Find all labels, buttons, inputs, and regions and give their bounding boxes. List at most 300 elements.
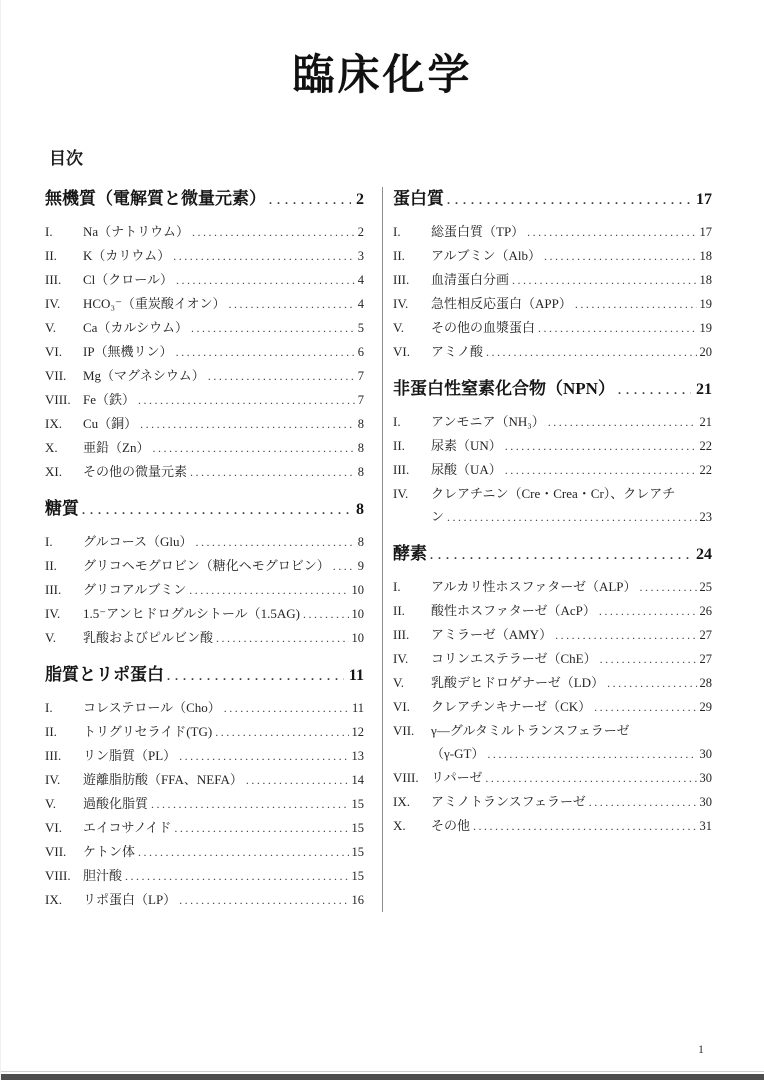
toc-item-list	[393, 575, 712, 838]
toc-item-line	[83, 554, 364, 578]
toc-item	[45, 696, 364, 720]
toc-item-body	[83, 244, 364, 268]
toc-item	[393, 623, 712, 647]
toc-item-page: 21	[699, 415, 712, 429]
toc-item-body	[83, 292, 364, 316]
toc-item-label: 総蛋白質（TP）	[431, 224, 525, 239]
toc-item-line	[83, 744, 364, 768]
toc-item-number: IV.	[45, 772, 61, 787]
toc-item-label: Cu（銅）	[83, 416, 138, 431]
toc-item-line	[431, 790, 712, 814]
toc-item-page: 28	[699, 676, 712, 690]
toc-section	[45, 663, 364, 912]
toc-item-label: IP（無機リン）	[83, 344, 173, 359]
leader-dots	[599, 599, 697, 623]
leader-dots	[167, 663, 344, 688]
toc-item-label: Cl（クロール）	[83, 272, 174, 287]
leader-dots	[512, 268, 696, 292]
toc-item-label: 尿素（UN）	[431, 438, 502, 453]
leader-dots	[189, 578, 348, 602]
toc-item-body	[431, 671, 712, 695]
toc-item-page: 3	[357, 249, 364, 263]
toc-item	[45, 388, 364, 412]
toc-item-line	[431, 434, 712, 458]
toc-item-line	[431, 766, 712, 790]
toc-item-line	[83, 436, 364, 460]
toc-section-title: 脂質とリポ蛋白	[45, 665, 164, 684]
toc-item-label: トリグリセライド(TG)	[83, 724, 213, 739]
toc-item-page: 30	[699, 795, 712, 809]
toc-item	[45, 460, 364, 484]
leader-dots	[640, 575, 697, 599]
toc-section-page: 8	[356, 501, 364, 518]
toc-item	[393, 434, 712, 458]
toc-item	[45, 720, 364, 744]
leader-dots	[224, 696, 349, 720]
toc-item-page: 12	[351, 725, 364, 739]
leader-dots	[555, 623, 696, 647]
toc-item-number: III.	[393, 272, 410, 287]
toc-item	[45, 602, 364, 626]
toc-item-page: 27	[699, 652, 712, 666]
leader-dots	[179, 888, 348, 912]
toc-item-body	[431, 695, 712, 719]
toc-item-number: IV.	[393, 296, 409, 311]
toc-item	[45, 340, 364, 364]
toc-item-line	[83, 888, 364, 912]
toc-item-page: 22	[699, 439, 712, 453]
toc-item-page: 15	[351, 821, 364, 835]
toc-item-line	[83, 412, 364, 436]
toc-item-label: 亜鉛（Zn）	[83, 440, 150, 455]
toc-item-label: グルコース（Glu）	[83, 534, 193, 549]
scan-edge-strip	[1, 1074, 764, 1080]
toc-item-body	[83, 388, 364, 412]
toc-section-heading	[393, 542, 712, 567]
leader-dots	[333, 554, 355, 578]
toc-item-body	[431, 790, 712, 814]
toc-item-label: コリンエステラーゼ（ChE）	[431, 651, 597, 666]
toc-item-line	[431, 623, 712, 647]
toc-item-body	[431, 814, 712, 838]
toc-item-label: Ca（カルシウム）	[83, 320, 188, 335]
toc-item-label: 乳酸およびピルビン酸	[83, 630, 214, 645]
toc-item-body	[83, 696, 364, 720]
toc-item-label: クレアチンキナーゼ（CK）	[431, 699, 592, 714]
toc-item-label: HCO₃⁻（重炭酸イオン）	[83, 296, 226, 311]
toc-item-line	[83, 268, 364, 292]
toc-item	[393, 268, 712, 292]
toc-item-body	[83, 364, 364, 388]
leader-dots	[538, 316, 696, 340]
toc-item-label: 尿酸（UA）	[431, 462, 502, 477]
toc-item-line	[431, 410, 712, 434]
toc-item-label: Na（ナトリウム）	[83, 224, 190, 239]
leader-dots	[505, 458, 697, 482]
leader-dots	[447, 187, 691, 212]
toc-item	[393, 292, 712, 316]
toc-item-number: VI.	[393, 699, 410, 714]
toc-item	[393, 766, 712, 790]
toc-item	[45, 888, 364, 912]
toc-item-body	[83, 602, 364, 626]
toc-item	[45, 364, 364, 388]
toc-item-body	[83, 412, 364, 436]
toc-item	[45, 816, 364, 840]
toc-item-page: 22	[699, 463, 712, 477]
toc-item-number: II.	[45, 248, 57, 263]
toc-item-page: 25	[699, 580, 712, 594]
toc-item-number: V.	[45, 796, 56, 811]
toc-item-label: 過酸化脂質	[83, 796, 149, 811]
toc-item	[393, 695, 712, 719]
leader-dots	[215, 720, 348, 744]
toc-item	[45, 220, 364, 244]
page-number: 1	[698, 1042, 704, 1056]
toc-item-page: 19	[699, 297, 712, 311]
toc-item-number: III.	[45, 272, 62, 287]
toc-item-line	[83, 864, 364, 888]
toc-item	[393, 220, 712, 244]
leader-dots	[216, 626, 348, 650]
toc-item-page: 10	[351, 607, 364, 621]
toc-item-line	[83, 602, 364, 626]
toc-item-number: I.	[393, 414, 401, 429]
toc-item-number: XI.	[45, 464, 62, 479]
toc-item-number: X.	[45, 440, 58, 455]
toc-item-body	[431, 623, 712, 647]
leader-dots	[303, 602, 349, 626]
toc-item-line	[83, 220, 364, 244]
leader-dots	[575, 292, 697, 316]
toc-item-page: 30	[699, 747, 712, 761]
toc-section-heading	[45, 187, 364, 212]
toc-item-page: 11	[351, 701, 364, 715]
toc-item-label: γ―グルタミルトランスフェラーゼ	[431, 723, 630, 738]
toc-item	[393, 410, 712, 434]
toc-item-line	[431, 316, 712, 340]
toc-item-number: II.	[393, 248, 405, 263]
toc-section	[45, 187, 364, 484]
toc-item-body	[83, 816, 364, 840]
toc-item	[45, 554, 364, 578]
toc-item-label: ン	[431, 509, 445, 524]
toc-item-body	[83, 460, 364, 484]
toc-item-line	[83, 244, 364, 268]
leader-dots	[473, 814, 696, 838]
toc-item-number: VIII.	[45, 392, 71, 407]
toc-item-page: 26	[699, 604, 712, 618]
leader-dots	[176, 340, 355, 364]
toc-item-list	[45, 220, 364, 484]
toc-item	[393, 458, 712, 482]
toc-item-body	[83, 554, 364, 578]
toc-item-page: 13	[351, 749, 364, 763]
leader-dots	[607, 671, 696, 695]
toc-item-line	[431, 244, 712, 268]
toc-item-page: 7	[357, 393, 364, 407]
toc-item-line	[83, 840, 364, 864]
toc-item-label: リポ蛋白（LP）	[83, 892, 177, 907]
toc-item-body	[431, 482, 712, 529]
toc-item-line	[431, 599, 712, 623]
toc-item-label: 血清蛋白分画	[431, 272, 510, 287]
toc-item-number: V.	[45, 630, 56, 645]
toc-item-page: 4	[357, 273, 364, 287]
toc-item-line	[83, 316, 364, 340]
toc-item-page: 31	[699, 819, 712, 833]
toc-item-label: エイコサノイド	[83, 820, 172, 835]
scan-edge-line	[1, 1071, 764, 1072]
toc-item-body	[431, 647, 712, 671]
toc-item-body	[431, 316, 712, 340]
toc-item-page: 30	[699, 771, 712, 785]
toc-item	[393, 575, 712, 599]
toc-item-label: ケトン体	[83, 844, 136, 859]
toc-item-body	[83, 792, 364, 816]
toc-item-line	[431, 340, 712, 364]
toc-section	[393, 542, 712, 838]
toc-item-label: 1.5⁻アンヒドログルシトール（1.5AG)	[83, 606, 300, 621]
toc-item-number: V.	[45, 320, 56, 335]
toc-item	[393, 482, 712, 529]
leader-dots	[151, 792, 348, 816]
toc-item-number: VII.	[45, 368, 67, 383]
toc-item-number: VII.	[45, 844, 67, 859]
toc-item-line	[431, 292, 712, 316]
toc-item-number: I.	[393, 224, 401, 239]
toc-item-list	[45, 696, 364, 912]
toc-item-label: 胆汁酸	[83, 868, 123, 883]
leader-dots	[190, 460, 355, 484]
toc-section-page: 2	[356, 191, 364, 208]
toc-section-heading	[45, 497, 364, 522]
toc-item	[45, 292, 364, 316]
toc-item-page: 18	[699, 273, 712, 287]
toc-item-number: IV.	[45, 296, 61, 311]
leader-dots	[228, 292, 354, 316]
toc-item-line	[83, 816, 364, 840]
toc-item-body	[83, 840, 364, 864]
toc-item-number: VII.	[393, 723, 415, 738]
toc-section-title: 酵素	[393, 544, 427, 563]
toc-item-label: アミノトランスフェラーゼ	[431, 794, 586, 809]
toc-item-page: 23	[699, 510, 712, 524]
toc-section-page: 11	[348, 667, 364, 684]
toc-item-body	[431, 340, 712, 364]
leader-dots	[486, 340, 696, 364]
toc-section-title: 無機質（電解質と微量元素）	[45, 189, 266, 208]
toc-section	[393, 187, 712, 364]
toc-item-body	[431, 575, 712, 599]
toc-item-body	[83, 220, 364, 244]
toc-item-line	[83, 340, 364, 364]
toc-section-heading	[393, 377, 712, 402]
leader-dots	[485, 766, 696, 790]
toc-item	[393, 316, 712, 340]
leader-dots	[487, 742, 696, 766]
toc-item-page: 16	[351, 893, 364, 907]
toc-item-page: 15	[351, 797, 364, 811]
leader-dots	[589, 790, 697, 814]
leader-dots	[174, 816, 348, 840]
toc-item-page: 6	[357, 345, 364, 359]
toc-item-list	[393, 410, 712, 529]
toc-item-number: I.	[45, 534, 53, 549]
toc-item-label: グリコアルブミン	[83, 582, 187, 597]
toc-item-label: Mg（マグネシウム）	[83, 368, 205, 383]
toc-item-body	[431, 434, 712, 458]
toc-item-body	[431, 599, 712, 623]
toc-item-body	[83, 268, 364, 292]
toc-item-label: リン脂質（PL）	[83, 748, 177, 763]
leader-dots	[82, 497, 351, 522]
toc-item-number: III.	[45, 748, 62, 763]
toc-item-number: I.	[45, 700, 53, 715]
toc-item-body	[431, 766, 712, 790]
toc-item-page: 10	[351, 631, 364, 645]
toc-item-body	[431, 268, 712, 292]
toc-item-page: 18	[699, 249, 712, 263]
toc-item-body	[83, 720, 364, 744]
toc-item-number: VI.	[45, 344, 62, 359]
toc-item-page: 9	[357, 559, 364, 573]
toc-item-number: I.	[393, 579, 401, 594]
document-title: 臨床化学	[292, 53, 473, 99]
toc-item-line	[431, 575, 712, 599]
leader-dots	[246, 768, 349, 792]
toc-item	[45, 792, 364, 816]
toc-item-number: IV.	[393, 486, 409, 501]
leader-dots	[191, 316, 355, 340]
toc-item-line	[83, 696, 364, 720]
toc-item	[45, 436, 364, 460]
toc-item-number: V.	[393, 320, 404, 335]
leader-dots	[176, 268, 355, 292]
toc-item-body	[431, 410, 712, 434]
toc-item-line	[431, 719, 712, 742]
toc-item	[45, 316, 364, 340]
leader-dots	[125, 864, 348, 888]
toc-section-heading	[45, 663, 364, 688]
toc-item-page: 5	[357, 321, 364, 335]
toc-item-body	[431, 719, 712, 766]
toc-item-page: 19	[699, 321, 712, 335]
toc-item-line	[83, 626, 364, 650]
toc-item-page: 8	[357, 465, 364, 479]
toc-item-label: リパーゼ	[431, 770, 483, 785]
toc-item-number: II.	[45, 724, 57, 739]
toc-item-body	[431, 458, 712, 482]
toc-item-number: V.	[393, 675, 404, 690]
toc-item-label: Fe（鉄）	[83, 392, 136, 407]
leader-dots	[138, 840, 348, 864]
toc-item-label: アルブミン（Alb）	[431, 248, 541, 263]
toc-item	[45, 840, 364, 864]
toc-item	[393, 647, 712, 671]
toc-item-number: VI.	[393, 344, 410, 359]
toc-item	[393, 340, 712, 364]
toc-item-number: II.	[393, 438, 405, 453]
toc-item-body	[83, 578, 364, 602]
leader-dots	[618, 377, 691, 402]
toc-item-body	[431, 292, 712, 316]
toc-item-line	[83, 292, 364, 316]
toc-item-page: 14	[351, 773, 364, 787]
toc-item	[45, 268, 364, 292]
toc-section-page: 17	[696, 191, 712, 208]
toc-item-line	[431, 695, 712, 719]
toc-item-label: 遊離脂肪酸（FFA、NEFA）	[83, 772, 243, 787]
toc-item-number: I.	[45, 224, 53, 239]
toc-item-label: K（カリウム）	[83, 248, 171, 263]
toc-section-title: 蛋白質	[393, 189, 444, 208]
toc-item-body	[83, 316, 364, 340]
toc-item-number: VIII.	[393, 770, 419, 785]
toc-item-line	[83, 388, 364, 412]
toc-item-line	[83, 720, 364, 744]
toc-section	[393, 377, 712, 529]
leader-dots	[544, 244, 697, 268]
toc-item-label: アミノ酸	[431, 344, 484, 359]
toc-item-number: IX.	[393, 794, 410, 809]
toc-item	[45, 626, 364, 650]
toc-section-page: 21	[696, 381, 712, 398]
toc-item-line	[83, 364, 364, 388]
leader-dots	[527, 220, 696, 244]
toc-item-label: アミラーゼ（AMY）	[431, 627, 553, 642]
toc-item-label: その他	[431, 818, 471, 833]
toc-item-page: 4	[357, 297, 364, 311]
toc-item-body	[83, 888, 364, 912]
toc-item-body	[431, 244, 712, 268]
toc-item-line	[83, 792, 364, 816]
toc-item-page: 27	[699, 628, 712, 642]
toc-item-number: IX.	[45, 416, 62, 431]
toc-item-number: IV.	[393, 651, 409, 666]
toc-item-label: アンモニア（NH₃）	[431, 414, 545, 429]
leader-dots	[430, 542, 691, 567]
toc-heading: 目次	[49, 149, 83, 168]
toc-columns	[45, 187, 712, 912]
toc-column-left	[45, 187, 382, 912]
toc-item-label: 急性相反応蛋白（APP）	[431, 296, 572, 311]
toc-item-number: IV.	[45, 606, 61, 621]
toc-item-body	[83, 744, 364, 768]
toc-item-page: 29	[699, 700, 712, 714]
toc-item	[45, 768, 364, 792]
toc-item-page: 15	[351, 869, 364, 883]
toc-item-label: コレステロール（Cho）	[83, 700, 221, 715]
toc-item-body	[83, 864, 364, 888]
toc-item-line	[431, 647, 712, 671]
toc-item-line	[431, 742, 712, 766]
leader-dots	[208, 364, 355, 388]
leader-dots	[192, 220, 355, 244]
toc-item-page: 17	[699, 225, 712, 239]
toc-item-line	[83, 460, 364, 484]
toc-section-title: 非蛋白性窒素化合物（NPN）	[393, 379, 615, 398]
toc-column-right	[383, 187, 712, 912]
toc-item-number: VI.	[45, 820, 62, 835]
toc-item-line	[83, 578, 364, 602]
toc-item-page: 8	[357, 417, 364, 431]
toc-item-number: III.	[393, 627, 410, 642]
toc-item-line	[431, 458, 712, 482]
toc-item	[393, 790, 712, 814]
toc-item	[45, 744, 364, 768]
toc-item	[45, 530, 364, 554]
